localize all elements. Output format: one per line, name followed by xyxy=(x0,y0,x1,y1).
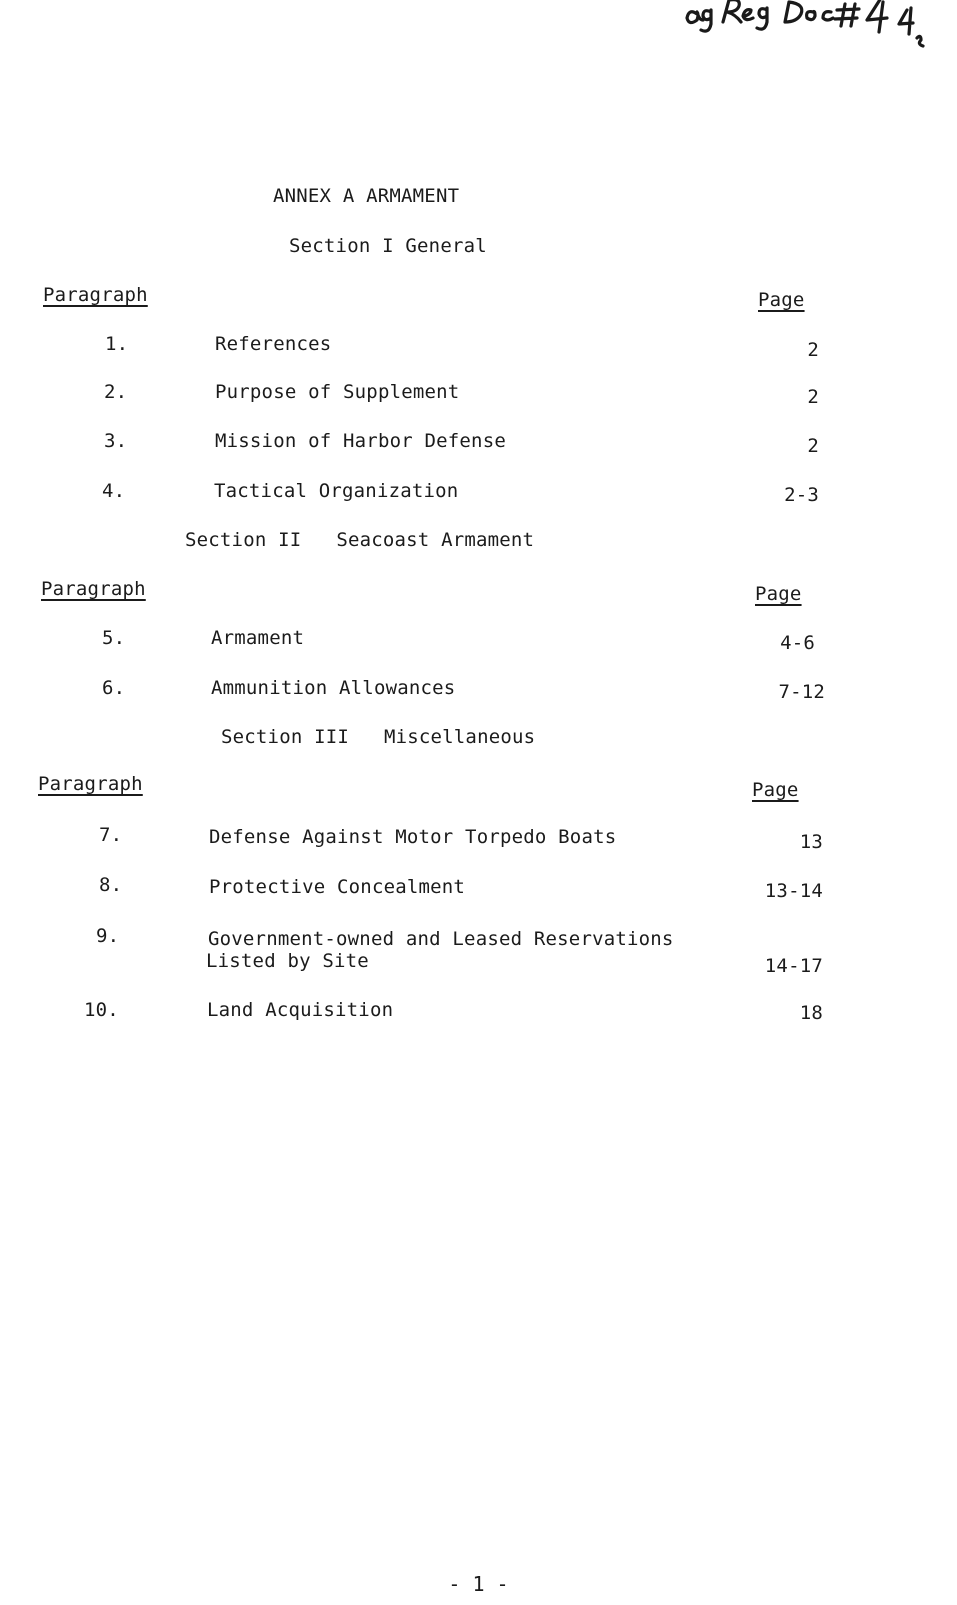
toc-row xyxy=(0,999,957,1027)
section-number: Section II xyxy=(185,529,302,551)
page-reference: 13 xyxy=(799,831,823,853)
page-reference: 2 xyxy=(807,339,819,361)
page-reference: 2 xyxy=(807,435,819,457)
page-column-header: Page xyxy=(755,583,802,605)
page-reference: 18 xyxy=(799,1002,823,1024)
page-reference: 2-3 xyxy=(784,484,819,506)
page-reference: 13-14 xyxy=(764,880,823,902)
paragraph-title: Purpose of Supplement xyxy=(215,381,460,403)
section-number: Section I xyxy=(289,235,394,257)
section-heading xyxy=(289,235,487,257)
paragraph-title: Mission of Harbor Defense xyxy=(215,430,506,452)
handwritten-annotation xyxy=(685,0,957,62)
toc-row xyxy=(0,874,957,902)
paragraph-title: Tactical Organization xyxy=(214,480,459,502)
toc-row xyxy=(0,333,957,361)
page-reference: 4-6 xyxy=(780,632,815,654)
section-name: Seacoast Armament xyxy=(336,529,535,551)
toc-row xyxy=(0,677,957,705)
page-reference: 7-12 xyxy=(778,681,825,703)
paragraph-column-header: Paragraph xyxy=(38,773,143,795)
section-number: Section III xyxy=(221,726,350,748)
paragraph-number: 4. xyxy=(102,480,126,502)
paragraph-number: 3. xyxy=(104,430,128,452)
page-number-footer: - 1 - xyxy=(448,1572,509,1596)
section-name: Miscellaneous xyxy=(383,726,536,748)
paragraph-number: 2. xyxy=(104,381,128,403)
paragraph-number: 10. xyxy=(84,999,119,1021)
document-title: ANNEX A ARMAMENT xyxy=(273,185,460,207)
page-column-header: Page xyxy=(752,779,799,801)
toc-row xyxy=(0,925,957,981)
paragraph-number: 8. xyxy=(99,874,123,896)
paragraph-title: Ammunition Allowances xyxy=(211,677,456,699)
toc-row xyxy=(0,381,957,409)
paragraph-number: 1. xyxy=(105,333,129,355)
toc-row xyxy=(0,627,957,655)
toc-row xyxy=(0,430,957,458)
section-heading xyxy=(221,726,535,748)
toc-row xyxy=(0,824,957,852)
paragraph-column-header: Paragraph xyxy=(43,284,148,306)
page-column-header: Page xyxy=(758,289,805,311)
paragraph-title: Government-owned and Leased Reservations xyxy=(208,928,674,950)
paragraph-column-header: Paragraph xyxy=(41,578,146,600)
paragraph-number: 9. xyxy=(96,925,120,947)
page-reference: 14-17 xyxy=(764,955,823,977)
paragraph-number: 5. xyxy=(102,627,126,649)
paragraph-title-continued: Listed by Site xyxy=(206,950,369,972)
paragraph-title: Armament xyxy=(211,627,305,649)
paragraph-title: Protective Concealment xyxy=(209,876,466,898)
paragraph-title: References xyxy=(215,333,332,355)
section-heading xyxy=(185,529,534,551)
page-reference: 2 xyxy=(807,386,819,408)
paragraph-title: Defense Against Motor Torpedo Boats xyxy=(209,826,617,848)
paragraph-number: 6. xyxy=(102,677,126,699)
toc-row xyxy=(0,480,957,508)
paragraph-title: Land Acquisition xyxy=(207,999,394,1021)
paragraph-number: 7. xyxy=(99,824,123,846)
section-name: General xyxy=(405,235,487,257)
